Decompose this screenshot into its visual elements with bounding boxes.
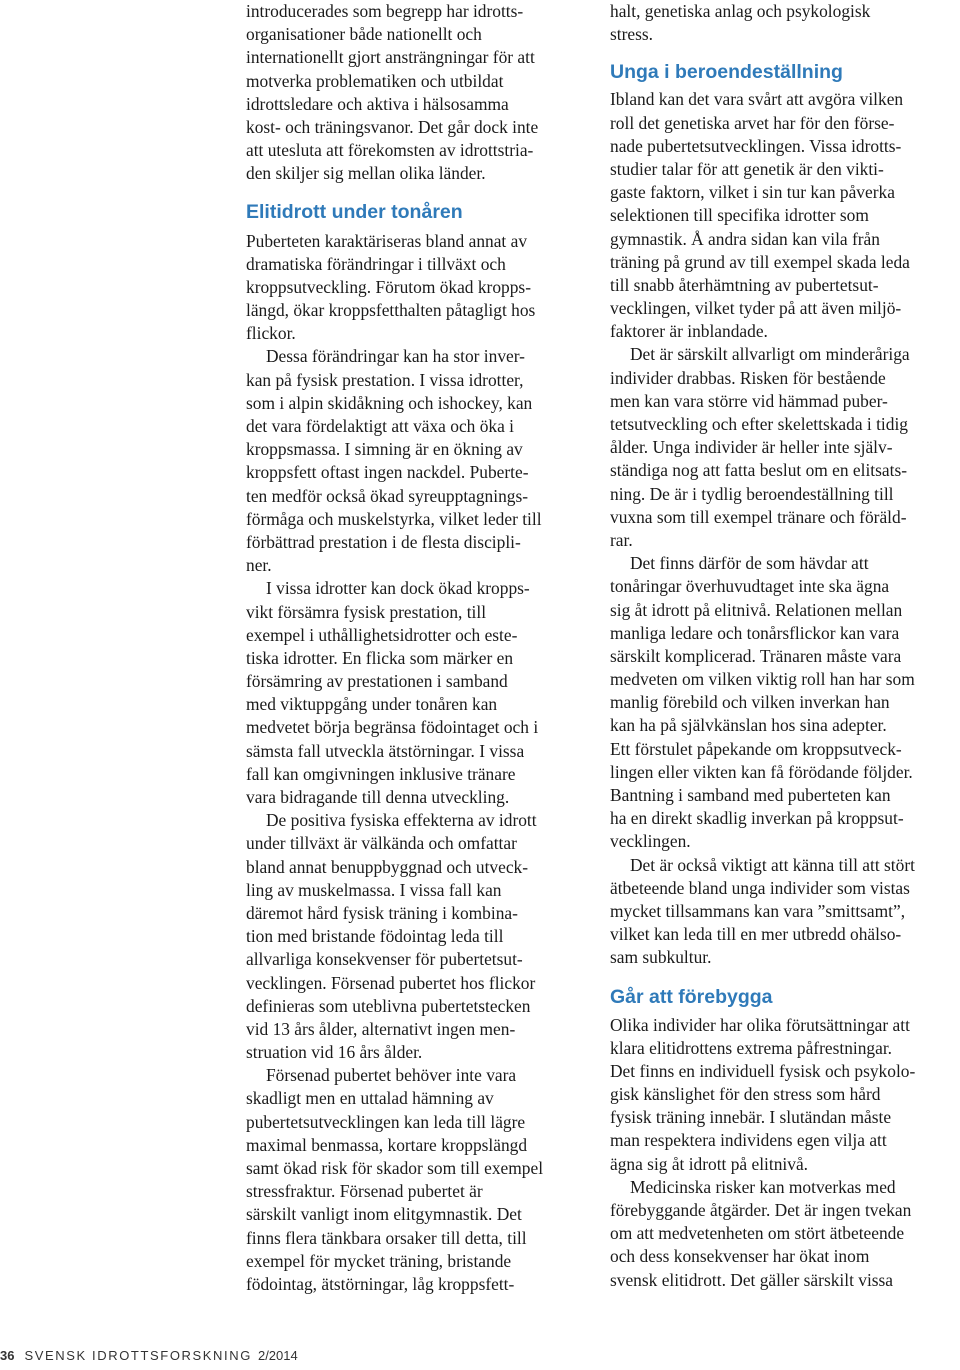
text-line: Bantning i samband med puberteten kan	[610, 785, 891, 805]
section-heading-elitidrott: Elitidrott under tonåren	[246, 200, 463, 223]
text-line: att utesluta att förekomsten av idrottstria-	[246, 140, 534, 161]
text-line: tion med bristande födointag leda till	[246, 926, 504, 947]
text-line: Försenad pubertet behöver inte vara	[266, 1065, 517, 1086]
section-heading-unga: Unga i beroendeställning	[610, 61, 843, 84]
text-line: samt ökad risk för skador som till exempel	[246, 1158, 544, 1178]
text-line: tonåringar överhuvudtaget inte ska ägna	[610, 576, 890, 597]
text-line: kroppsmassa. I simning är en ökning av	[246, 439, 523, 460]
text-line: stress.	[610, 24, 653, 45]
text-line: kan ha på självkänslan hos sina adepter.	[610, 715, 887, 736]
left-paragraphs	[246, 230, 586, 1297]
text-line: roll det genetiska arvet har för den förse-	[610, 112, 895, 133]
text-line: tiska idrotter. En flicka som märker en	[246, 647, 514, 668]
paragraph	[610, 854, 958, 970]
text-line: maximal benmassa, kortare kroppslängd	[246, 1134, 528, 1155]
page-footer	[0, 1346, 400, 1366]
text-line: men kan vara större vid hämmad puber-	[610, 390, 888, 411]
text-line: träning på grund av till exempel skada leda	[610, 251, 910, 272]
text-line: introducerades som begrepp har idrotts-	[246, 1, 524, 21]
text-line: kroppsutveckling. Förutom ökad kropps-	[246, 276, 531, 297]
text-line: Det finns därför de som hävdar att	[630, 553, 869, 574]
text-line: vara bidragande till denna utveckling.	[246, 787, 510, 807]
text-line: födointag, ätstörningar, låg kroppsfett-	[246, 1273, 515, 1294]
text-line: kroppsfett oftast ingen nackdel. Puberte-	[246, 462, 529, 483]
paragraph	[246, 809, 586, 1064]
text-line: exempel i uthållighetsidrotter och este-	[246, 624, 518, 645]
text-line: Olika individer har olika förutsättningar att	[610, 1014, 910, 1035]
issue-number: 2/2014	[257, 1348, 298, 1363]
text-line: Det är också viktigt att känna till att stört	[630, 854, 915, 875]
text-line: om att medvetenheten om stört ätbeteende	[610, 1223, 905, 1244]
text-line: skadligt men en uttalad hämning av	[246, 1088, 494, 1109]
paragraph	[610, 1176, 958, 1292]
paragraph	[610, 552, 958, 853]
text-line: Medicinska risker kan motverkas med	[630, 1176, 896, 1197]
paragraph	[246, 230, 586, 346]
right-paragraphs-forebygga	[610, 1014, 958, 1292]
text-line: sam subkultur.	[610, 947, 712, 968]
text-line: med viktuppgång under tonåren kan	[246, 694, 498, 715]
paragraph	[610, 343, 958, 552]
text-line: mycket tillsammans kan vara ”smittsamt”,	[610, 900, 906, 921]
left-intro	[246, 0, 586, 186]
text-line: stressfraktur. Försenad pubertet är	[246, 1181, 483, 1202]
text-line: vid 13 års ålder, alternativt ingen men-	[246, 1018, 516, 1039]
text-line: den skiljer sig mellan olika länder.	[246, 163, 486, 184]
text-line: förebyggande åtgärder. Det är ingen tvekan	[610, 1200, 912, 1220]
text-line: exempel för mycket träning, bristande	[246, 1250, 512, 1271]
text-line: allvarliga konsekvenser för pubertetsut-	[246, 949, 523, 970]
text-line: Dessa förändringar kan ha stor inver-	[266, 346, 525, 367]
text-line: Det är särskilt allvarligt om minderåriga	[630, 344, 910, 365]
paragraph	[246, 1064, 586, 1296]
text-line: man respektera individens egen vilja att	[610, 1130, 887, 1151]
text-line: organisationer både nationellt och	[246, 24, 482, 45]
text-line: pubertetsutvecklingen kan leda till lägre	[246, 1111, 526, 1132]
text-line: till snabb återhämtning av pubertetsut-	[610, 274, 879, 295]
text-line: ha en direkt skadlig inverkan på kroppsut-	[610, 808, 904, 829]
text-line: manlig förebild och vilken inverkan han	[610, 692, 890, 713]
text-line: dramatiska förändringar i tillväxt och	[246, 253, 506, 274]
text-line: tetsutveckling och efter skelettskada i tidig	[610, 414, 908, 434]
text-line: studier talar för att genetik är den vikti-	[610, 158, 884, 179]
text-line: vecklingen. Försenad pubertet hos flickor	[246, 972, 536, 993]
section-heading-forebygga: Går att förebygga	[610, 985, 773, 1008]
text-line: struation vid 16 års ålder.	[246, 1042, 423, 1063]
right-intro	[610, 0, 958, 46]
paragraph	[246, 345, 586, 577]
text-line: gaste faktorn, vilket i sin tur kan påverka	[610, 182, 895, 203]
paragraph	[610, 88, 958, 343]
text-line: kost- och träningsvanor. Det går dock inte	[246, 116, 539, 137]
text-line: särskilt vanligt inom elitgymnastik. Det	[246, 1204, 522, 1225]
text-line: ålder. Unga individer är heller inte själv-	[610, 437, 893, 458]
text-line: Ibland kan det vara svårt att avgöra vilken	[610, 89, 904, 110]
text-line: ten medför också ökad syreupptagnings-	[246, 485, 529, 506]
text-line: klara elitidrottens extrema påfrestningar.	[610, 1037, 893, 1058]
text-line: kan på fysisk prestation. I vissa idrotter,	[246, 369, 524, 390]
text-line: gisk känslighet för den stress som hård	[610, 1084, 881, 1105]
text-line: fysisk träning innebär. I slutändan måste	[610, 1107, 892, 1128]
page-number: 36	[0, 1348, 15, 1363]
text-line: däremot hård fysisk träning i kombina-	[246, 902, 518, 923]
text-line: lingen eller vikten kan få förödande följder.	[610, 761, 913, 782]
text-line: bland annat benuppbyggnad och utveck-	[246, 856, 529, 877]
text-line: medveten om vilken viktig roll han har som	[610, 669, 915, 690]
text-line: finns flera tänkbara orsaker till detta, till	[246, 1227, 527, 1248]
text-line: förmåga och muskelstyrka, vilket leder till	[246, 508, 542, 529]
text-line: vilket kan leda till en mer utbredd ohälso-	[610, 924, 902, 945]
text-line: vecklingen.	[610, 831, 691, 852]
text-line: nade pubertetsutvecklingen. Vissa idrotts-	[610, 135, 902, 156]
text-line: under tillväxt är välkända och omfattar	[246, 833, 517, 854]
text-line: internationellt gjort ansträngningar för att	[246, 47, 535, 68]
text-line: försämring av prestationen i samband	[246, 671, 508, 692]
text-line: sämsta fall utveckla ätstörningar. I vissa	[246, 740, 525, 761]
text-line: och dess konsekvenser har ökat inom	[610, 1246, 870, 1267]
magazine-name: SVENSK IDROTTSFORSKNING	[24, 1348, 252, 1363]
text-line: vuxna som till exempel tränare och föräld-	[610, 506, 907, 527]
text-line: Puberteten karaktäriseras bland annat av	[246, 230, 528, 251]
text-line: ling av muskelmassa. I vissa fall kan	[246, 879, 502, 900]
text-line: som i alpin skidåkning och ishockey, kan	[246, 392, 533, 413]
text-line: ägna sig åt idrott på elitnivå.	[610, 1153, 809, 1174]
text-line: särskilt komplicerad. Tränaren måste vara	[610, 645, 902, 666]
text-line: I vissa idrotter kan dock ökad kropps-	[266, 578, 530, 599]
text-line: ätbeteende bland unga individer som vistas	[610, 877, 910, 898]
text-line: medvetet börja begränsa födointaget och i	[246, 717, 539, 738]
text-line: vecklingen, vilket tyder på att även miljö-	[610, 298, 902, 319]
text-line: ständiga nog att fatta beslut om en elitsats-	[610, 460, 908, 481]
text-line: svensk elitidrott. Det gäller särskilt vissa	[610, 1269, 894, 1290]
text-line: gymnastik. Å andra sidan kan vila från	[610, 228, 880, 249]
text-line: halt, genetiska anlag och psykologisk	[610, 1, 871, 21]
text-line: De positiva fysiska effekterna av idrott	[266, 810, 537, 831]
text-line: manliga ledare och tonårsflickor kan vara	[610, 622, 900, 643]
text-line: Det finns en individuell fysisk och psykolo-	[610, 1060, 916, 1081]
paragraph	[246, 577, 586, 809]
text-line: definieras som uteblivna pubertetstecken	[246, 995, 531, 1016]
text-line: det vara fördelaktigt att växa och öka i	[246, 416, 514, 436]
text-line: idrottsledare och aktiva i hälsosamma	[246, 93, 509, 114]
right-column	[610, 0, 958, 1292]
paragraph	[610, 1014, 958, 1176]
text-line: rar.	[610, 529, 633, 550]
text-line: selektionen till specifika idrotter som	[610, 205, 869, 226]
text-line: flickor.	[246, 323, 296, 344]
text-line: fall kan omgivningen inklusive tränare	[246, 763, 516, 784]
right-paragraphs-unga	[610, 88, 958, 969]
text-line: individer drabbas. Risken för bestående	[610, 367, 886, 388]
text-line: motverka problematiken och utbildat	[246, 70, 504, 91]
text-line: vikt försämra fysisk prestation, till	[246, 601, 487, 622]
text-line: faktorer är inblandade.	[610, 321, 768, 342]
text-line: längd, ökar kroppsfetthalten påtagligt hos	[246, 300, 536, 321]
left-column	[246, 0, 586, 1296]
text-line: ner.	[246, 555, 272, 576]
text-line: Ett förstulet påpekande om kroppsutveck-	[610, 738, 902, 759]
text-line: sig åt idrott på elitnivå. Relationen mellan	[610, 599, 903, 620]
text-line: förbättrad prestation i de flesta discipli-	[246, 531, 521, 552]
text-line: ning. De är i tydlig beroendeställning till	[610, 483, 894, 504]
